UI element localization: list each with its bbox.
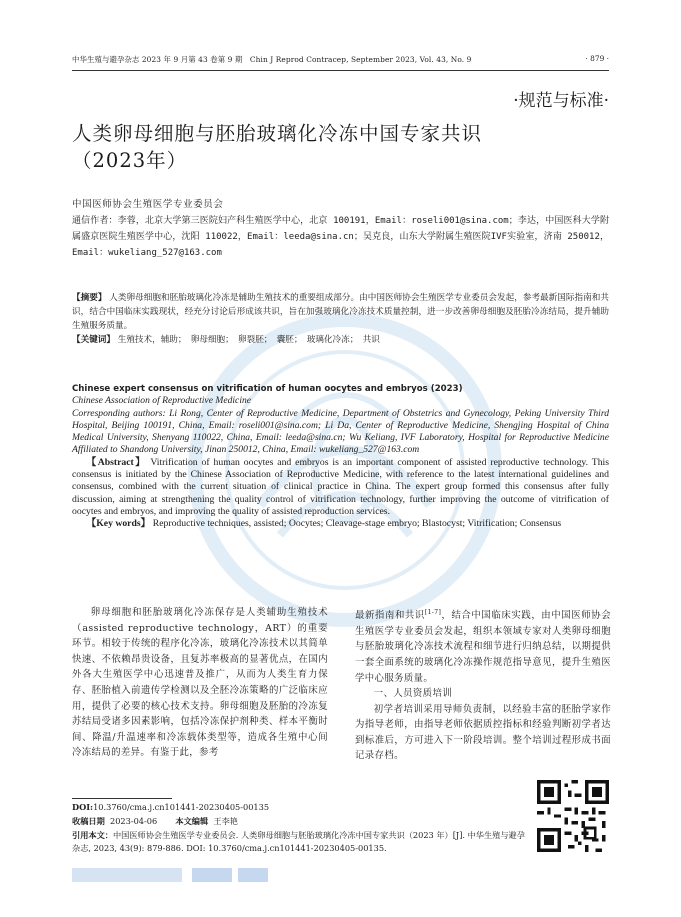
english-organization: Chinese Association of Reproductive Medicine	[72, 395, 252, 407]
citation-line	[72, 829, 528, 857]
author-organization: 中国医师协会生殖医学专业委员会	[72, 199, 224, 210]
editor-label: 本文编辑	[175, 815, 209, 826]
qr-code-icon[interactable]	[537, 780, 609, 852]
english-keywords-text: Reproductive techniques, assisted; Oocytes; Cleavage-stage embryo; Blastocyst; Vitrification; Consensus	[152, 518, 562, 530]
intro-continuation	[355, 605, 611, 686]
english-abstract	[72, 457, 609, 518]
abstract-cn-text: 人类卵母细胞和胚胎玻璃化冷冻是辅助生殖技术的重要组成部分。由中国医师协会生殖医学专业委员会发起，参考最新国际指南和共识，结合中国临床实践现状，经充分讨论后形成该共识，旨在加强玻璃化冷冻技术质量控制，进一步改善卵母细胞及胚胎冷冻结局，提升辅助生殖服务质量。	[72, 293, 609, 331]
english-abstract-label: 【Abstract】	[86, 456, 147, 468]
received-date: 2023-04-06	[109, 815, 158, 826]
intro-continuation-start: 最新指南和共识	[355, 610, 425, 622]
header-divider	[72, 70, 609, 71]
english-abstract-text: Vitrification of human oocytes and embryos is an important component of assisted reproductive technology. This consensus is initiated by the Chinese Association of Reproductive Medicine, with reference to the latest international guidelines and consensus, combined with the current situation of clinical practice in China. The expert group formed this consensus after fully discussion, aiming at strengthening the quality control of vitrification technology, further improving the outcome of vitrification of oocytes and embryos, and improving the quality of assisted reproduction services.	[72, 456, 609, 517]
corresponding-authors-cn: 通信作者：李蓉，北京大学第三医院妇产科生殖医学中心，北京 100191，Email：roseli001@sina.com；李达，中国医科大学附属盛京医院生殖医学中心，沈阳 110022，Email：leeda@sina.cn；吴克良，山东大学附属生殖医院IVF实验室，济南 250012，Email：wukeliang_527@163.com	[72, 216, 609, 258]
citation-label: 引用本文：	[72, 829, 113, 840]
column-tag: ·规范与标准·	[513, 91, 609, 111]
keywords-cn	[72, 333, 609, 347]
dates-line	[72, 815, 528, 829]
doi-value[interactable]: 10.3760/cma.j.cn101441-20230405-00135	[93, 802, 270, 812]
intro-continuation-rest: ，结合中国临床实践，由中国医师协会生殖医学专业委员会发起，组织本领域专家对人类卵母细胞与胚胎玻璃化冷冻技术流程和细节进行归纳总结，以期提供一套全面系统的玻璃化冷冻操作规范指导意见，提升生殖医学中心服务质量。	[355, 610, 611, 684]
reference-citation[interactable]: [1-7]	[424, 609, 442, 616]
editor-name: 王李艳	[213, 815, 238, 826]
abstract-cn-paragraph	[72, 291, 609, 333]
doi-line	[72, 801, 528, 815]
running-header: 中华生殖与避孕杂志 2023 年 9 月第 43 卷第 9 期 Chin J Reprod Contracep, September 2023, Vol. 43, No. 9	[72, 55, 472, 64]
body-right-column	[355, 605, 611, 764]
doi-label: DOI:	[72, 802, 94, 812]
received-label: 收稿日期	[72, 815, 105, 826]
page-number: · 879 ·	[585, 54, 609, 63]
english-keywords-label: 【Key words】	[86, 518, 151, 530]
section-heading: 一、人员资质培训	[373, 688, 452, 700]
english-corresponding: Corresponding authors: Li Rong, Center of Reproductive Medicine, Department of Obstetrics and Gynecology, Peking University Third Hospital, Beijing 100191, China, Email: roseli001@sina.com; Li Da, Center of Reproductive Medicine, Shengjing Hospital of China Medical University, Shenyang 110022, China, Email: leeda@sina.cn; Wu Keliang, IVF Laboratory, Hospital for Reproductive Medicine Affiliated to Shandong University, Jinan 250012, China, Email: wukeliang_527@163.com	[72, 407, 609, 456]
keywords-cn-text: 生殖技术，辅助； 卵母细胞； 卵裂胚； 囊胚； 玻璃化冷冻； 共识	[117, 335, 380, 345]
article-footer	[72, 801, 528, 856]
section-paragraph: 初学者培训采用导师负责制，以经验丰富的胚胎学家作为指导老师，由指导老师依据质控指标和经验判断初学者达到标准后，方可进入下一阶段培训。整个培训过程形成书面记录存档。	[355, 703, 611, 762]
body-left-column: 卵母细胞和胚胎玻璃化冷冻保存是人类辅助生殖技术（assisted reproductive technology，ART）的重要环节。相较于传统的程序化冷冻，玻璃化冷冻技术以其简单快速、不依赖昂贵设备，且复苏率极高的显著优点，在国内外各大生殖医学中心迅速普及推广，从而为人类生育力保存、胚胎植入前遗传学检测以及全胚冷冻策略的广泛临床应用，提供了必要的核心技术支持。卵母细胞及胚胎的冷冻复苏结局受诸多因素影响，包括冷冻保护剂种类、样本平衡时间、降温/升温速率和冷冻载体类型等，造成各生殖中心间冷冻结局的差异。有鉴于此，参考	[72, 607, 328, 759]
english-title: Chinese expert consensus on vitrification of human oocytes and embryos (2023)	[72, 384, 463, 394]
journal-brand-strip	[72, 864, 312, 886]
keywords-cn-label: 【关键词】	[72, 335, 115, 345]
english-keywords	[72, 518, 609, 530]
footer-divider	[72, 798, 172, 799]
citation-text: 中国医师协会生殖医学专业委员会. 人类卵母细胞与胚胎玻璃化冷冻中国专家共识（2023 年）[J]. 中华生殖与避孕杂志, 2023, 43(9): 879-886. DOI: 10.3760/cma.j.cn101441-20230405-00135.	[72, 829, 525, 854]
abstract-cn-label: 【摘要】	[72, 293, 107, 303]
article-title: 人类卵母细胞与胚胎玻璃化冷冻中国专家共识（2023年）	[72, 122, 483, 172]
english-abstract-block	[72, 383, 609, 531]
abstract-cn	[72, 291, 609, 347]
